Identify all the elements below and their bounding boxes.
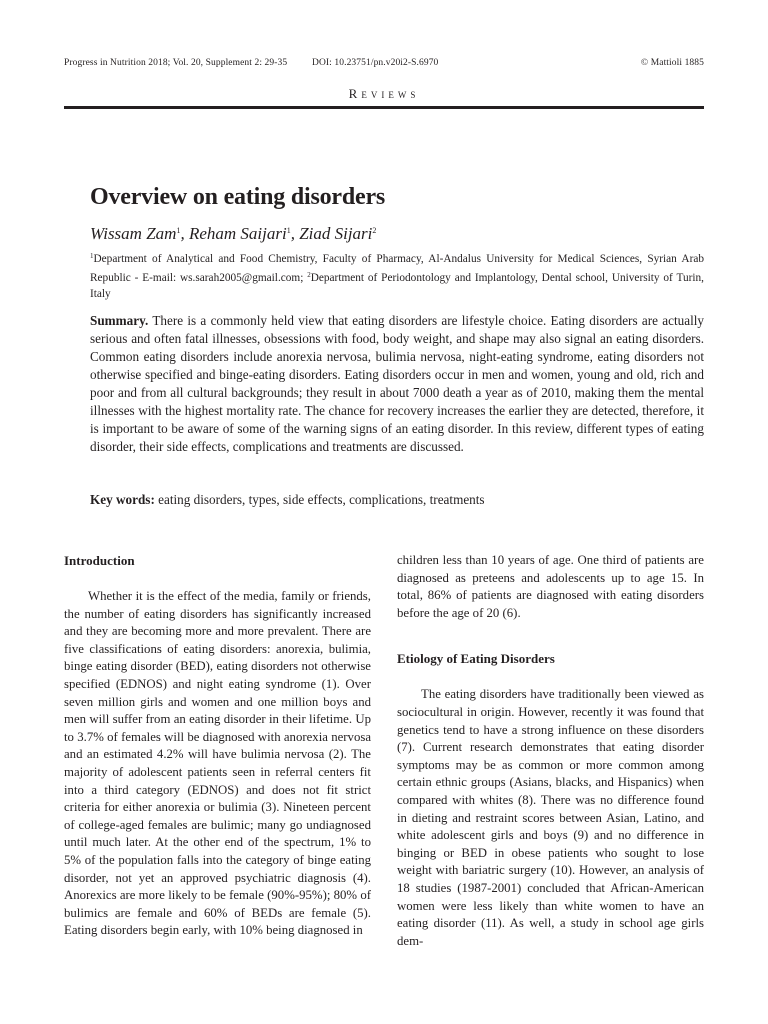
doi-link[interactable]: DOI: 10.23751/pn.v20i2-S.6970 <box>312 58 439 68</box>
introduction-paragraph: Whether it is the effect of the media, family or friends, the number of eating disorders has significantly increased and they are becoming more and more prevalent. There are five classifications of eating disorders: anorexia, bulimia, binge eating disorder (BED), eating disorders not otherwise specified (EDNOS) and night eating syndrome (1). Over seven million girls and women and one million boys and men will suffer from an eating disorder in their lifetime. Up to 3.7% of females will be diagnosed with anorexia nervosa and an estimated 4.2% will have bulimia nervosa (2). The majority of adolescent patients seen in referral centers fit into a third category (EDNOS) and does not fit strict criteria for either anorexia or bulimia (3). Nineteen percent of college-aged females are bulimic; many go undiagnosed until much later. At the other end of the spectrum, 1% to 5% of the population falls into the category of binge eating disorder, not yet an approved psychiatric diagnosis (4). Anorexics are more likely to be female (90%-95%); 80% of bulimics are female and 60% of BEDs are female (5). Eating disorders begin early, with 10% being diagnosed in <box>64 589 371 938</box>
introduction-heading: Introduction <box>64 553 135 568</box>
summary-text: There is a commonly held view that eating disorders are lifestyle choice. Eating disorders are actually serious and often fatal illnesses, obsessions with food, body weight, and shape may also signal an eating disorders. Common eating disorders include anorexia nervosa, bulimia nervosa, night-eating syndrome, eating disorders not otherwise specified and binge-eating disorders. Eating disorders occur in men and women, young and old, rich and poor and from all cultural backgrounds; they result in about 7000 death a year as of 2010, making them the mental illnesses with the highest mortality rate. The chance for recovery increases the earlier they are detected, therefore, it is important to be aware of some of the warning signs of an eating disorder. In this review, different types of eating disorder, their side effects, complications and treatments are discussed. <box>90 313 704 454</box>
keywords-block <box>90 492 704 508</box>
keywords-label: Key words: <box>90 492 155 507</box>
author-sup: 1 <box>286 226 291 235</box>
article-title: Overview on eating disorders <box>90 184 386 210</box>
section-label: Reviews <box>348 86 420 101</box>
author-name: Reham Saijari <box>188 224 287 243</box>
affiliation-number: 1 <box>90 252 94 260</box>
author-name: Ziad Sijari <box>299 224 373 243</box>
etiology-paragraph: The eating disorders have traditionally been viewed as sociocultural in origin. However, recently it was found that genetics tend to have a strong influence on these disorders (7). Current research demonstrates that eating disorder symptoms may be as common or more common among certain ethnic groups (Asians, blacks, and Hispanics) when compared with whites (8). There was no difference found in dieting and restraint scores between Asian, Latino, and white adolescent girls and boys (9) and no difference in binging or BED in obese patients who sought to lose weight with bariatric surgery (10). However, an analysis of 18 studies (1987-2001) concluded that African-American women were less likely than white women to have an eating disorder (11). As well, a study in school age girls dem- <box>397 687 704 948</box>
left-column <box>64 552 371 940</box>
affiliations <box>90 248 704 302</box>
author-sup: 1 <box>176 226 181 235</box>
right-column <box>397 552 704 950</box>
affiliation-2: Department of Periodontology and Implantology, Dental school, University of Turin, Italy <box>90 272 704 300</box>
keywords-text: eating disorders, types, side effects, complications, treatments <box>158 492 485 507</box>
author-name: Wissam Zam <box>90 224 177 243</box>
etiology-heading: Etiology of Eating Disorders <box>397 651 555 667</box>
journal-citation: Progress in Nutrition 2018; Vol. 20, Supplement 2: 29-35 <box>64 58 288 68</box>
author-list: Wissam Zam$^1$, Reham Saijari$^1$, Ziad Sijari$^2$ <box>90 224 377 243</box>
header-rule <box>64 106 704 109</box>
author-sup: 2 <box>372 226 377 235</box>
section-gap <box>397 622 704 650</box>
continued-paragraph: children less than 10 years of age. One third of patients are diagnosed as preteens and adolescents up to age 15. In total, 86% of patients are diagnosed with eating disorders before the age of 20 (6). <box>397 553 704 620</box>
affiliation-1: Department of Analytical and Food Chemistry, Faculty of Pharmacy, Al-Andalus University for Medical Sciences, Syrian Arab Republic - E-mail: ws.sarah2005@gmail.com; <box>90 253 704 284</box>
summary-label: Summary. <box>90 313 149 328</box>
copyright: © Mattioli 1885 <box>640 58 704 68</box>
summary-block <box>90 312 704 456</box>
affiliation-number: 2 <box>307 271 311 279</box>
journal-line <box>64 58 704 68</box>
